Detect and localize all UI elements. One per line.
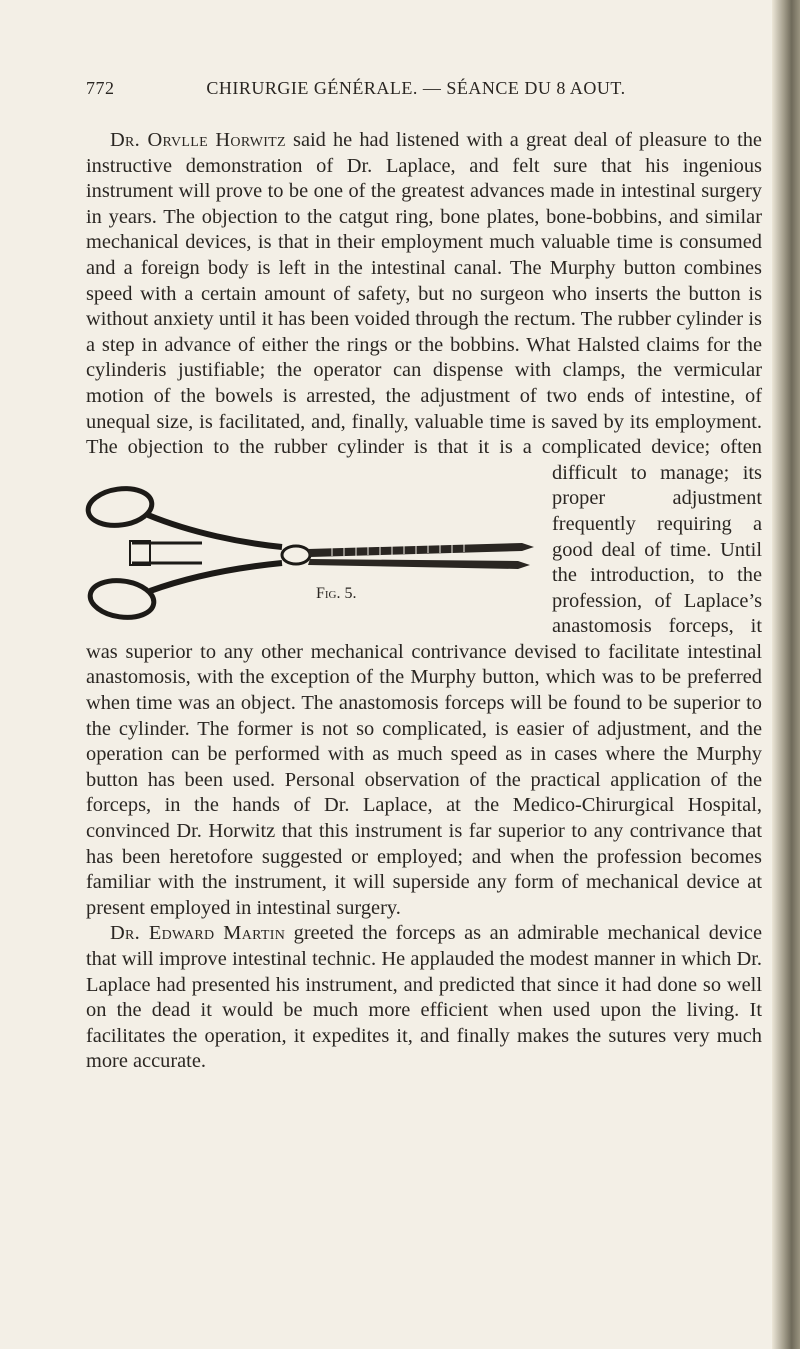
paragraph-text: greeted the forceps as an admirable mechanical device that will improve intestinal technic. He applauded the modest manner in which Dr. Laplace had presented his instrument, and predicted that since it had done so well on the dead it would be much more efficient when used upon the living. It facilitates the operation, it expedites it, and finally makes the sutures very much more accurate. xyxy=(86,922,762,1073)
running-header xyxy=(86,78,746,104)
forceps-illustration-icon xyxy=(82,463,546,639)
paragraph-text-top: said he had listened with a great deal of pleasure to the instructive demonstration of Dr. Laplace, and felt sure that his ingenious instrument will prove to be one of the greatest advances made in intestinal surgery in years. The objection to the catgut ring, bone plates, bone-bobbins, and similar mechanical devices, is that in their employment much valuable time is consumed and a foreign body is left in the intestinal canal. The Murphy button combines speed with a certain amount of safety, but no surgeon who inserts the button is without anxiety until it has been voided through the rectum. The rubber cylinder is a step in advance of either the rings or the bobbins. What Halsted claims for the cylinderis justifiable; the operator can dispense with clamps, the vermicular motion of the bowels is arrested, the adjustment of two ends of intestine, of unequal size, is facilitated, and, finally, valuable time is saved by its employment. The objection to the rubber cylinder is that it is a complicated device; often difficult to xyxy=(86,129,762,484)
article-body xyxy=(86,128,762,1075)
page-edge-shadow xyxy=(772,0,800,1349)
figure-forceps xyxy=(82,463,546,639)
speaker-name: Dr. Edward Martin xyxy=(110,922,286,945)
figure-caption: Fig. 5. xyxy=(316,584,357,602)
speaker-name: Dr. Orvlle Horwitz xyxy=(110,129,286,151)
running-title: CHIRURGIE GÉNÉRALE. — SÉANCE DU 8 AOUT. xyxy=(206,78,626,98)
paragraph-martin xyxy=(86,921,762,1075)
paragraph-text-continued: manage; its proper adjustment frequently requiring a good deal of time. Until the introduction, to the profession, of Laplace’s anastomosis forceps, it was superior to any other mechanical contrivance devised to facilitate intestinal anastomosis, with the exception of the Murphy button, which was to be preferred when time was an object. The anastomosis forceps will be found to be superior to the cylinder. The former is not so complicated, is easier of adjustment, and the operation can be performed with as much speed as in cases where the Murphy button has been used. Personal observation of the practical application of the forceps, in the hands of Dr. Laplace, at the Medico-Chirurgical Hospital, convinced Dr. Horwitz that this instrument is far superior to any contrivance that has been heretofore suggested or employed; and when the profession becomes familiar with the instrument, it will superside any form of mechanical device at present employed in intestinal surgery. xyxy=(86,461,762,919)
paragraph-horwitz xyxy=(86,128,762,921)
page-number: 772 xyxy=(86,78,115,98)
